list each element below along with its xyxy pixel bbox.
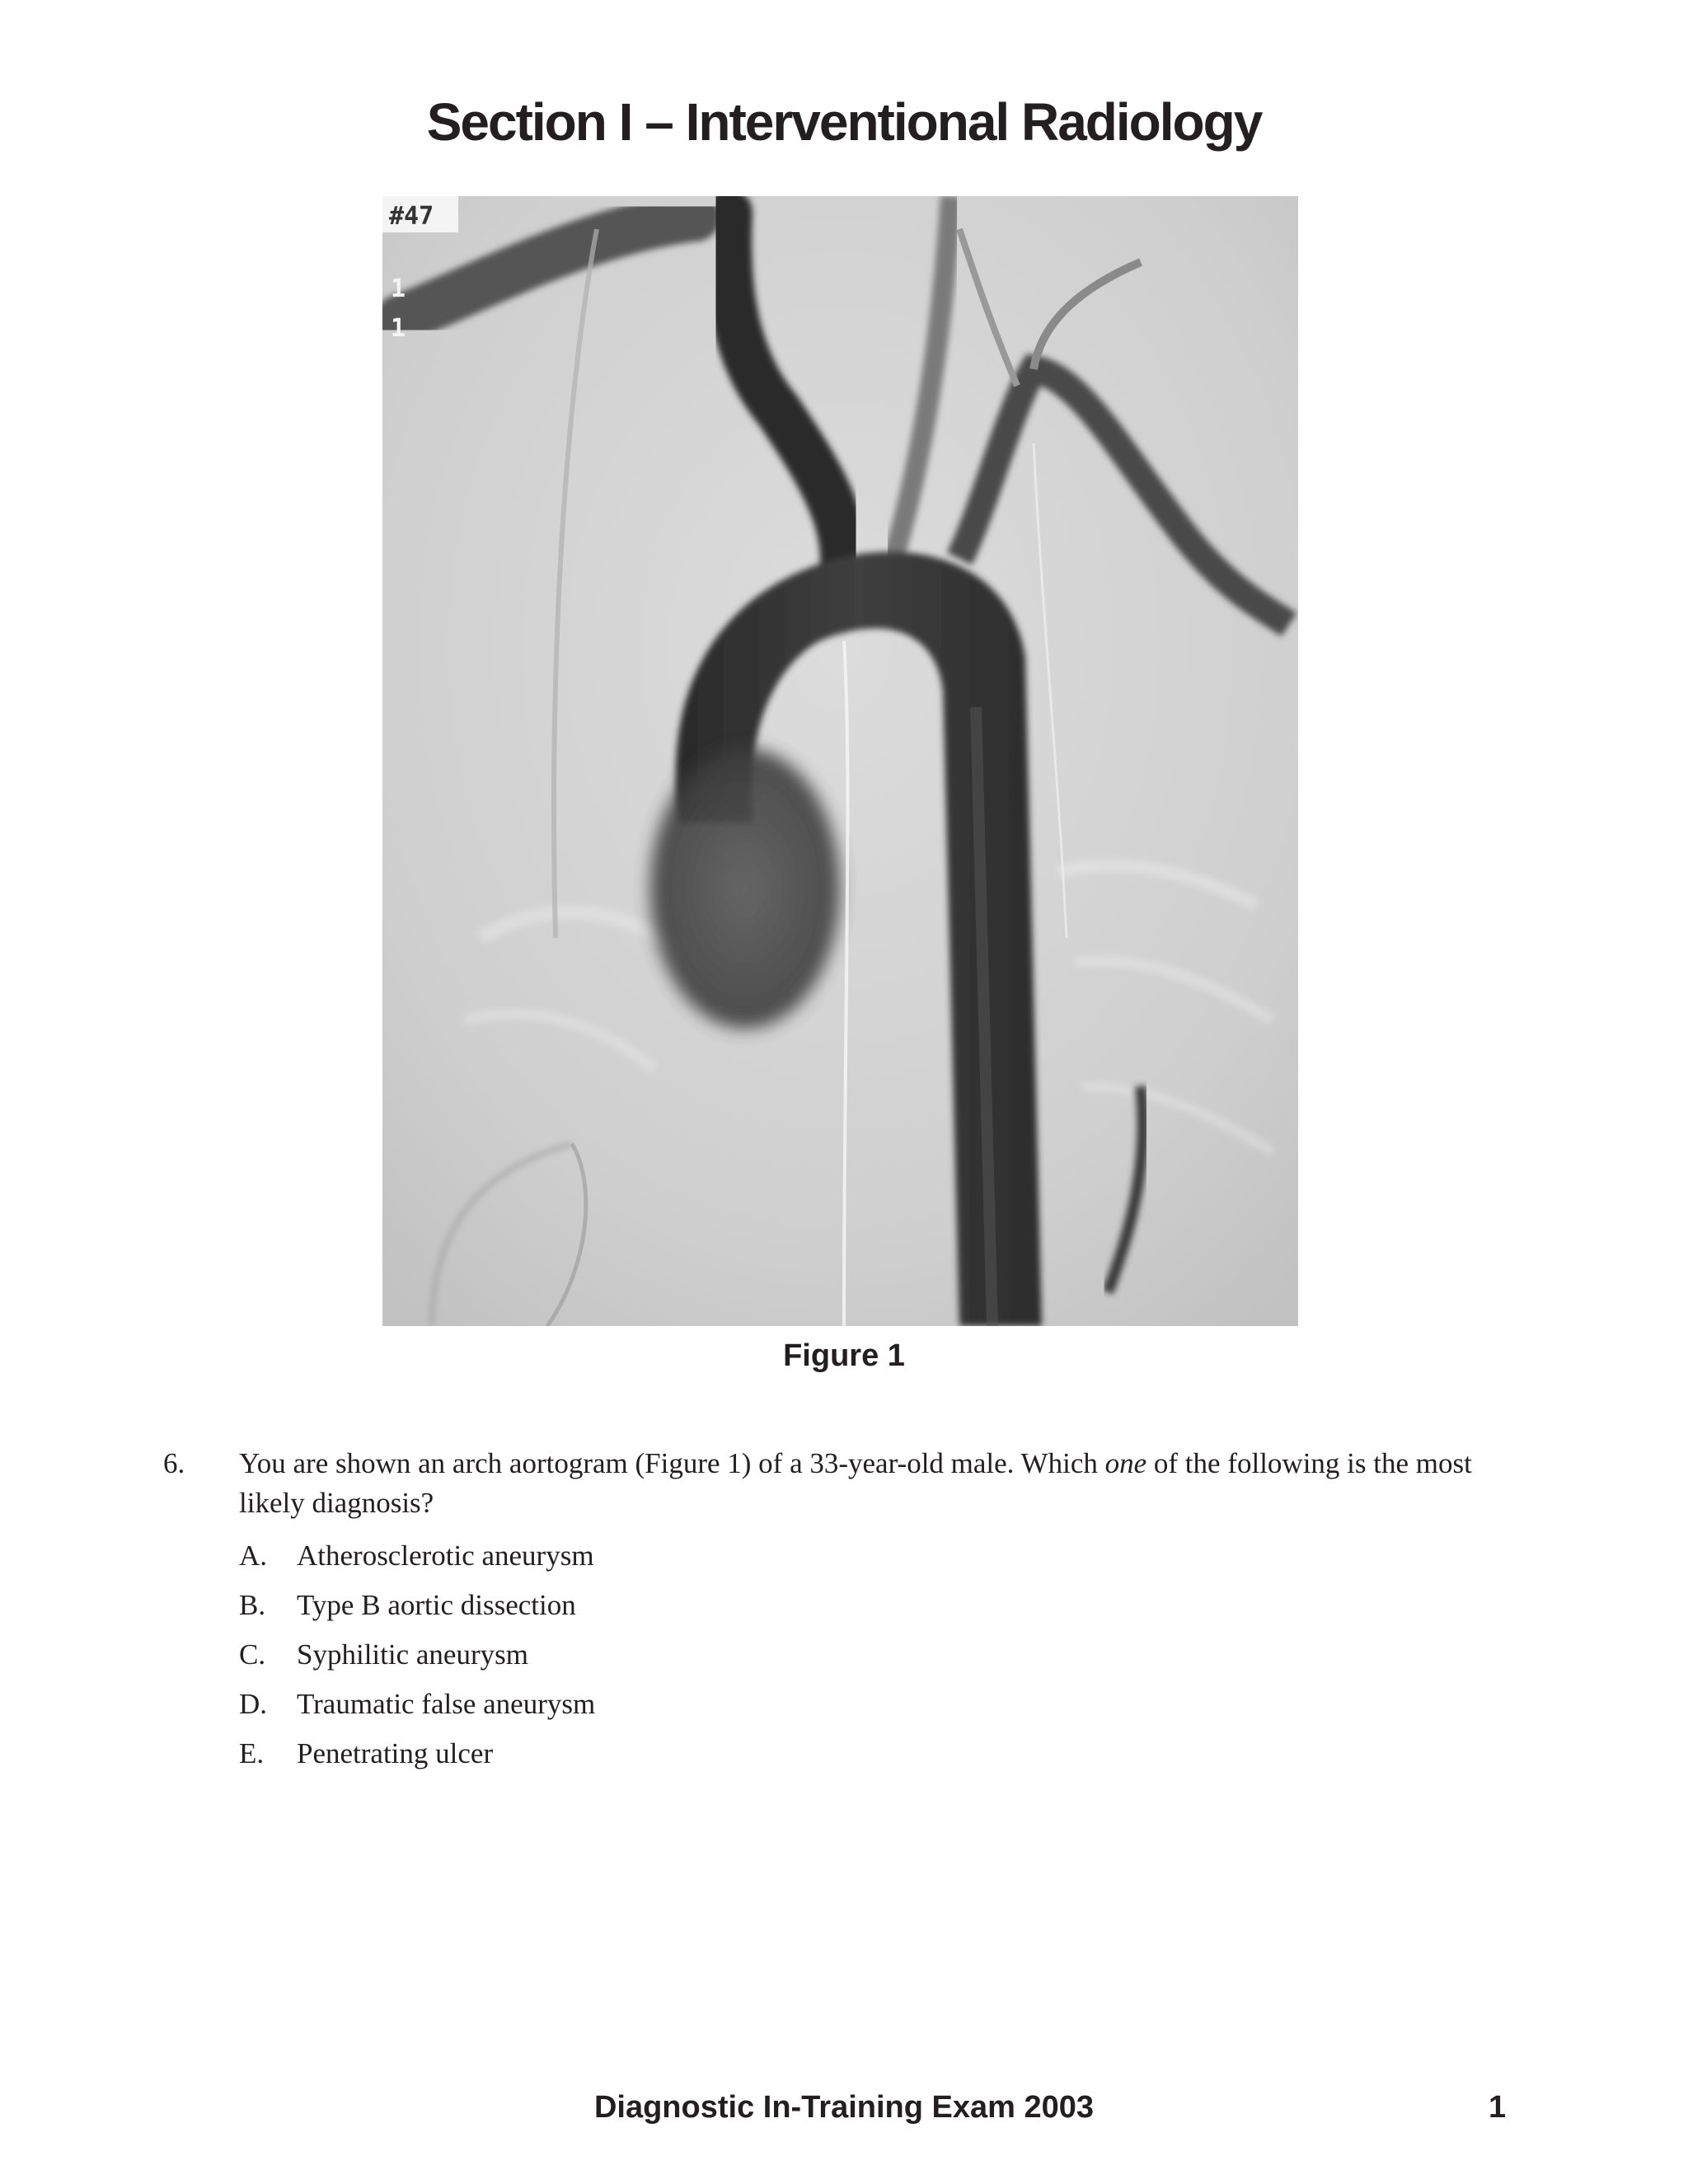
- aortogram-illustration: [382, 196, 1298, 1326]
- option-letter: D.: [239, 1688, 268, 1720]
- question-stem-emphasis: one: [1104, 1447, 1147, 1479]
- image-overlay-label-1: 1: [391, 274, 406, 303]
- option-letter: C.: [239, 1638, 266, 1671]
- figure-caption: Figure 1: [783, 1338, 905, 1373]
- question-stem-part-2: of the following is the most likely diagnosis?: [239, 1447, 1472, 1519]
- image-background: [382, 196, 1298, 1326]
- option-text: Atherosclerotic aneurysm: [297, 1540, 594, 1572]
- option-letter: B.: [239, 1589, 266, 1621]
- answer-option-b: [239, 1581, 1515, 1630]
- option-text: Type B aortic dissection: [297, 1589, 576, 1621]
- option-text: Syphilitic aneurysm: [297, 1638, 528, 1671]
- section-title: Section I – Interventional Radiology: [426, 92, 1262, 152]
- aneurysm-sac: [650, 748, 840, 1029]
- question-6: [163, 1444, 1515, 1779]
- image-series-label: #47: [389, 202, 434, 231]
- answer-option-e: [239, 1729, 1515, 1779]
- option-letter: E.: [239, 1737, 265, 1769]
- footer-exam-title: Diagnostic In-Training Exam 2003: [593, 2090, 1095, 2125]
- answer-option-c: [239, 1630, 1515, 1680]
- answer-option-a: [239, 1531, 1515, 1581]
- question-stem-part-1: You are shown an arch aortogram (Figure 1) of a 33-year-old male. Which: [239, 1447, 1105, 1479]
- image-overlay-label-2: 1: [391, 314, 406, 343]
- arch-aortogram-image: [382, 196, 1298, 1326]
- option-text: Traumatic false aneurysm: [297, 1688, 596, 1720]
- answer-options: [239, 1531, 1515, 1779]
- question-stem: [239, 1444, 1517, 1523]
- page-number: 1: [1489, 2090, 1507, 2125]
- option-letter: A.: [239, 1540, 268, 1572]
- option-text: Penetrating ulcer: [297, 1737, 494, 1769]
- answer-option-d: [239, 1680, 1515, 1729]
- question-number: 6.: [163, 1447, 185, 1479]
